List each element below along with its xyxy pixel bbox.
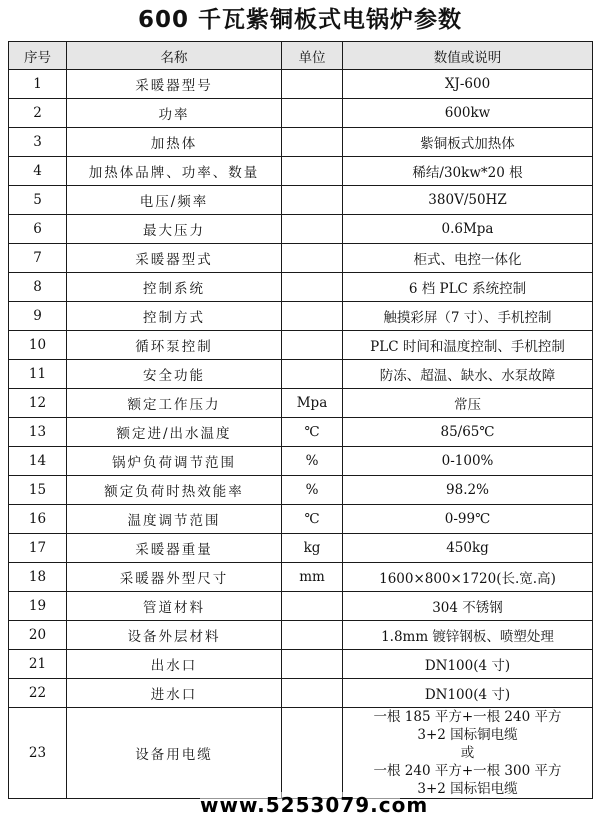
cell-value: 常压 [343,389,593,418]
cell-unit: % [282,447,343,476]
cell-unit [282,273,343,302]
cell-name: 电压/频率 [67,186,282,215]
cell-unit [282,679,343,708]
cell-name: 出水口 [67,650,282,679]
table-row [9,273,593,302]
table-row [9,360,593,389]
cell-value: 98.2% [343,476,593,505]
cell-unit [282,592,343,621]
cell-name: 循环泵控制 [67,331,282,360]
table-row [9,244,593,273]
table-row [9,215,593,244]
cell-number: 7 [9,244,67,273]
cell-value: 1600×800×1720(长.宽.高) [343,563,593,592]
cell-name: 额定负荷时热效能率 [67,476,282,505]
cell-unit: mm [282,563,343,592]
cell-value: PLC 时间和温度控制、手机控制 [343,331,593,360]
cable-line: 3+2 国标铜电缆 [417,727,518,743]
cell-name: 管道材料 [67,592,282,621]
cell-value: DN100(4 寸) [343,650,593,679]
cell-name: 控制系统 [67,273,282,302]
cell-value: 柜式、电控一体化 [343,244,593,273]
table-row [9,650,593,679]
cell-number: 9 [9,302,67,331]
table-row [9,679,593,708]
cell-unit: % [282,476,343,505]
cell-name: 控制方式 [67,302,282,331]
cell-name: 加热体 [67,128,282,157]
cell-number: 2 [9,99,67,128]
table-row [9,99,593,128]
cell-number: 19 [9,592,67,621]
cell-unit [282,70,343,99]
cell-unit [282,157,343,186]
header-value: 数值或说明 [343,42,593,70]
watermark: www.5253079.com [200,793,429,817]
cable-line: 一根 185 平方+一根 240 平方 [373,709,562,725]
table-row [9,476,593,505]
cell-unit [282,708,343,799]
cell-number: 15 [9,476,67,505]
cell-name: 额定工作压力 [67,389,282,418]
cell-unit [282,302,343,331]
cable-line: 一根 240 平方+一根 300 平方 [373,763,562,779]
cell-value: 0-100% [343,447,593,476]
cell-value [343,708,593,799]
cell-name: 功率 [67,99,282,128]
cell-name: 采暖器外型尺寸 [67,563,282,592]
cell-name: 采暖器型式 [67,244,282,273]
cell-number: 8 [9,273,67,302]
table-row [9,157,593,186]
cell-value: 紫铜板式加热体 [343,128,593,157]
header-number: 序号 [9,42,67,70]
cell-name: 进水口 [67,679,282,708]
cell-name: 加热体品牌、功率、数量 [67,157,282,186]
cell-number: 4 [9,157,67,186]
table-row [9,128,593,157]
cell-unit: ℃ [282,418,343,447]
cell-unit [282,244,343,273]
cell-number: 5 [9,186,67,215]
cell-number: 10 [9,331,67,360]
cell-name: 最大压力 [67,215,282,244]
table-row [9,708,593,799]
cell-number: 6 [9,215,67,244]
cell-number: 1 [9,70,67,99]
cell-value: XJ-600 [343,70,593,99]
cell-unit [282,186,343,215]
cell-unit [282,215,343,244]
table-row [9,389,593,418]
cell-number: 17 [9,534,67,563]
cell-value: 600kw [343,99,593,128]
cell-number: 21 [9,650,67,679]
table-row [9,563,593,592]
cell-value: 0.6Mpa [343,215,593,244]
cell-value: 6 档 PLC 系统控制 [343,273,593,302]
cell-unit: kg [282,534,343,563]
cell-value: 触摸彩屏（7 寸）、手机控制 [343,302,593,331]
cell-number: 18 [9,563,67,592]
cell-value: DN100(4 寸) [343,679,593,708]
table-row [9,331,593,360]
table-row [9,592,593,621]
cell-number: 14 [9,447,67,476]
cable-line: 或 [460,745,475,761]
cell-number: 23 [9,708,67,799]
cell-unit [282,621,343,650]
cell-unit [282,650,343,679]
cell-name: 设备外层材料 [67,621,282,650]
cell-unit [282,331,343,360]
cell-name: 采暖器重量 [67,534,282,563]
cell-value: 1.8mm 镀锌钢板、喷塑处理 [343,621,593,650]
table-row [9,302,593,331]
table-row [9,621,593,650]
cell-name: 锅炉负荷调节范围 [67,447,282,476]
cell-number: 22 [9,679,67,708]
cell-value: 304 不锈钢 [343,592,593,621]
cell-name: 温度调节范围 [67,505,282,534]
cell-unit [282,360,343,389]
cell-unit: ℃ [282,505,343,534]
cell-name: 采暖器型号 [67,70,282,99]
header-unit: 单位 [282,42,343,70]
table-row [9,70,593,99]
cell-number: 16 [9,505,67,534]
header-name: 名称 [67,42,282,70]
cell-name: 设备用电缆 [67,708,282,799]
cell-value: 380V/50HZ [343,186,593,215]
parameter-table [8,41,593,799]
table-row [9,447,593,476]
cell-name: 安全功能 [67,360,282,389]
cell-unit: Mpa [282,389,343,418]
page-title: 600 千瓦紫铜板式电锅炉参数 [137,7,463,33]
cell-value: 450kg [343,534,593,563]
cell-unit [282,128,343,157]
cell-value: 防冻、超温、缺水、水泵故障 [343,360,593,389]
table-row [9,418,593,447]
cell-unit [282,99,343,128]
cell-number: 13 [9,418,67,447]
table-row [9,534,593,563]
cell-number: 11 [9,360,67,389]
cell-value: 85/65℃ [343,418,593,447]
table-header-row [9,42,593,70]
cell-value: 稀结/30kw*20 根 [343,157,593,186]
cell-number: 12 [9,389,67,418]
cell-value: 0-99℃ [343,505,593,534]
table-row [9,186,593,215]
table-row [9,505,593,534]
cable-line: 3+2 国标铝电缆 [417,781,518,797]
cell-name: 额定进/出水温度 [67,418,282,447]
cell-number: 3 [9,128,67,157]
cell-number: 20 [9,621,67,650]
